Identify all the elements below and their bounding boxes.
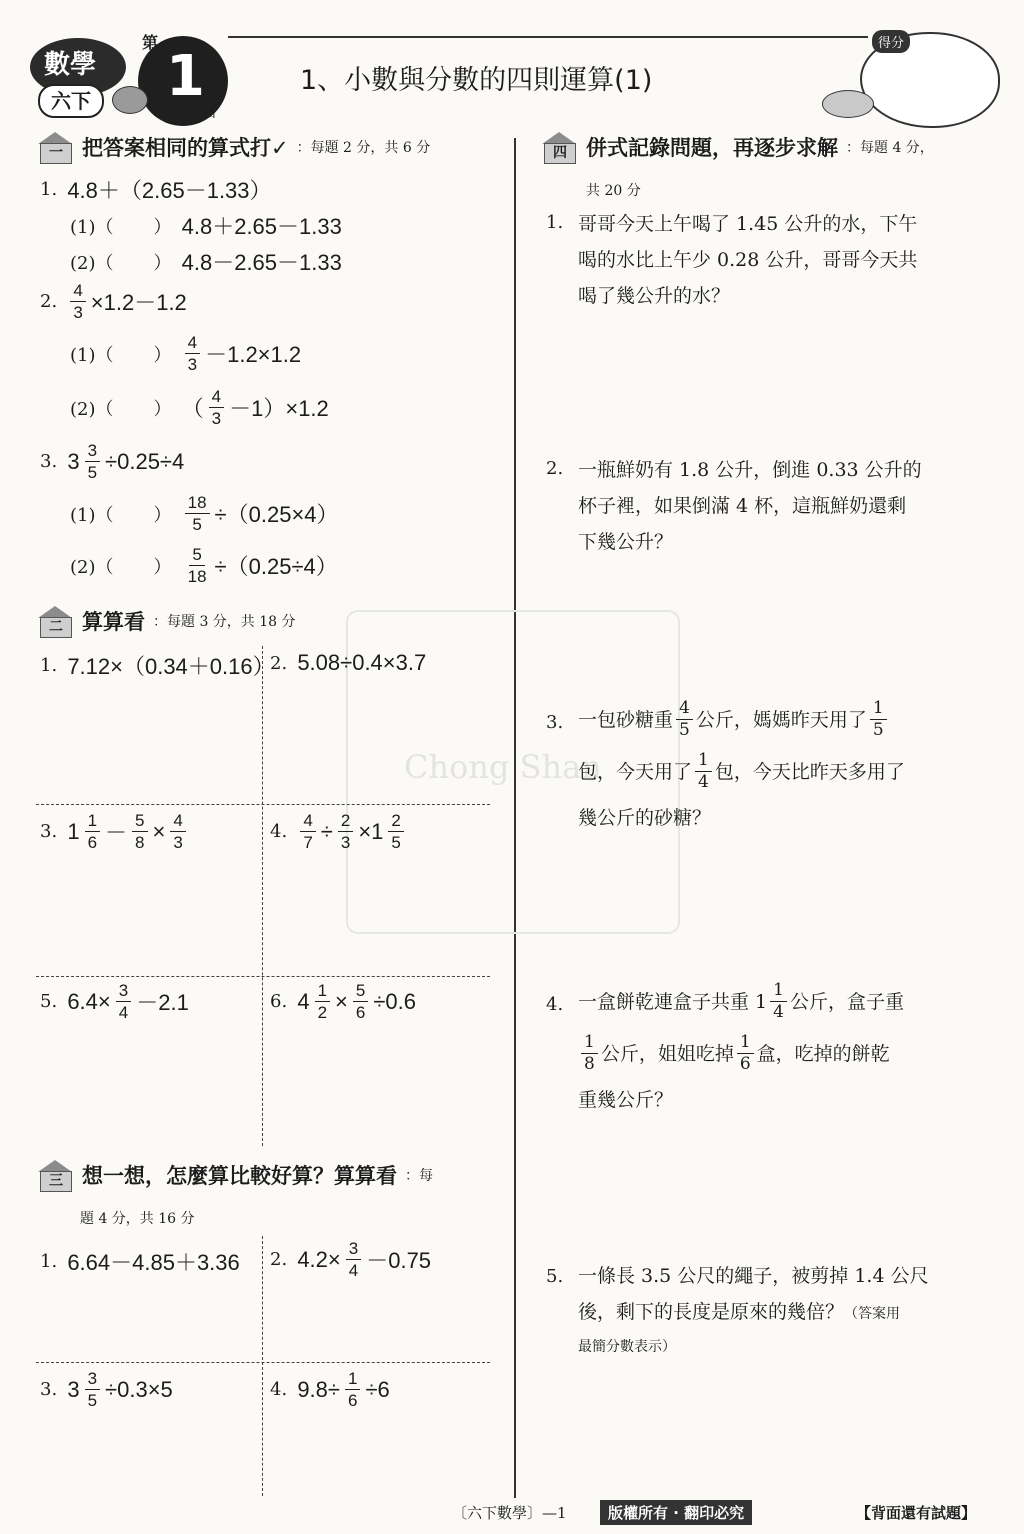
lesson-number: 1 <box>166 44 205 109</box>
s4-q5-line3: 最簡分數表示） <box>578 1339 676 1355</box>
s3-col-divider <box>262 1236 263 1496</box>
s4-q5-line1: 一條長 3.5 公尺的繩子，被剪掉 1.4 公尺 <box>578 1265 929 1287</box>
s4-q1-line3: 喝了幾公升的水？ <box>578 285 731 307</box>
s1-q2-opt2[interactable]: (2)（ ） （ $\frac{4}{3}$ －1）×1.2 <box>70 387 329 428</box>
s3-q4: 4. 9.8÷ $\frac{1}{6}$ ÷6 <box>270 1369 390 1410</box>
s4-q2-line3: 下幾公升？ <box>578 531 674 553</box>
grade-label: 六下 <box>38 84 104 118</box>
s1-q3-opt2[interactable]: (2)（ ） $\frac{5}{18}$ ÷（0.25÷4） <box>70 545 338 586</box>
section-4-note: ：每題 4 分， <box>846 140 934 156</box>
footer-more: 【背面還有試題】 <box>856 1504 977 1522</box>
s4-q3-line2: 包，今天用了 $\frac{1}{4}$ 包，今天比昨天多用了 <box>578 750 905 792</box>
section-4-marker: 四 <box>540 132 578 162</box>
s4-q4-number: 4. <box>546 994 564 1015</box>
section-2-header <box>36 606 296 636</box>
s2-q4: 4. $\frac{4}{7}$ ÷ $\frac{2}{3}$ ×1 $\frac{2}{5}$ <box>270 812 407 851</box>
section-3-header <box>36 1160 433 1190</box>
section-3-note-cont: 題 4 分，共 16 分 <box>80 1211 195 1227</box>
s2-q5: 5. 6.4× $\frac{3}{4}$ －2.1 <box>40 981 189 1022</box>
section-1-header <box>36 132 430 162</box>
section-3-marker: 三 <box>36 1160 74 1190</box>
s4-q1-line2: 喝的水比上午少 0.28 公升，哥哥今天共 <box>578 249 918 271</box>
s4-q3-number: 3. <box>546 712 564 733</box>
s1-q2: 2. $\frac{4}{3}$ ×1.2－1.2 <box>40 281 187 322</box>
s3-q1: 1. 6.64－4.85＋3.36 <box>40 1250 240 1275</box>
section-1-marker: 一 <box>36 132 74 162</box>
s1-q2-opt1[interactable]: (1)（ ） $\frac{4}{3}$ －1.2×1.2 <box>70 333 302 374</box>
s4-q1-number: 1. <box>546 212 564 233</box>
s4-q4-line1: 一盒餅乾連盒子共重 1 $\frac{1}{4}$ 公斤，盒子重 <box>578 980 904 1022</box>
s1-q1: 1. 4.8＋（2.65－1.33） <box>40 178 272 203</box>
s2-q3: 3. 1 $\frac{1}{6}$ － $\frac{5}{8}$ × $\frac{4}{3}$ <box>40 812 189 851</box>
s3-q2: 2. 4.2× $\frac{3}{4}$ －0.75 <box>270 1239 432 1280</box>
section-4-title: 併式記錄問題，再逐步求解 <box>586 136 838 160</box>
section-4-note-cont: 共 20 分 <box>586 183 641 199</box>
s4-q2-line1: 一瓶鮮奶有 1.8 公升，倒進 0.33 公升的 <box>578 459 922 481</box>
subject-label: 數學 <box>44 50 97 80</box>
s3-row-divider <box>36 1362 490 1363</box>
s1-q3-opt1[interactable]: (1)（ ） $\frac{18}{5}$ ÷（0.25×4） <box>70 493 339 534</box>
s1-q3: 3. 3 $\frac{3}{5}$ ÷0.25÷4 <box>40 441 185 482</box>
s1-q1-opt2[interactable]: (2)（ ） 4.8－2.65－1.33 <box>70 250 342 275</box>
footer-code: 〔六下數學〕—1 <box>452 1504 567 1522</box>
s2-col-divider <box>262 646 263 1146</box>
s4-q4-line2: $\frac{1}{8}$ 公斤，姐姐吃掉 $\frac{1}{6}$ 盒，吃掉的餅乾 <box>578 1034 890 1073</box>
s2-q2: 2. 5.08÷0.4×3.7 <box>270 650 427 675</box>
footer-copyright: 版權所有 · 翻印必究 <box>600 1500 752 1525</box>
section-3-note: ：每 <box>405 1168 433 1184</box>
section-1-note: ：每題 2 分，共 6 分 <box>296 140 431 156</box>
s2-row-divider-1 <box>36 804 490 805</box>
s4-q2-number: 2. <box>546 458 564 479</box>
sleeping-animal-icon <box>822 90 874 118</box>
s4-q1-line1: 哥哥今天上午喝了 1.45 公升的水，下午 <box>578 213 918 235</box>
s2-q6: 6. 4 $\frac{1}{2}$ × $\frac{5}{6}$ ÷0.6 <box>270 981 417 1022</box>
section-2-title: 算算看 <box>82 610 145 634</box>
s4-q4-line3: 重幾公斤？ <box>578 1089 674 1111</box>
lesson-suffix: 回 <box>202 105 216 121</box>
s4-q5-number: 5. <box>546 1266 564 1287</box>
lesson-prefix: 第 <box>142 33 159 52</box>
s4-q5-line2: 後，剩下的長度是原來的幾倍？（答案用 <box>578 1301 901 1323</box>
s4-q3-line1: 一包砂糖重 $\frac{4}{5}$ 公斤，媽媽昨天用了 $\frac{1}{5}$ <box>578 700 890 739</box>
section-2-marker: 二 <box>36 606 74 636</box>
s1-q1-opt1[interactable]: (1)（ ） 4.8＋2.65－1.33 <box>70 214 342 239</box>
header-rule <box>228 36 868 38</box>
section-3-title: 想一想，怎麼算比較好算？算算看 <box>82 1164 397 1188</box>
mascot-icon <box>112 86 148 114</box>
page-title: 1、小數與分數的四則運算(1) <box>300 65 653 96</box>
s4-q2-line2: 杯子裡，如果倒滿 4 杯，這瓶鮮奶還剩 <box>578 495 907 517</box>
section-1-title: 把答案相同的算式打✓ <box>82 136 289 160</box>
s2-row-divider-2 <box>36 976 490 977</box>
score-label: 得分 <box>872 30 910 53</box>
section-4-header <box>540 132 934 162</box>
s3-q3: 3. 3 $\frac{3}{5}$ ÷0.3×5 <box>40 1369 173 1410</box>
section-2-note: ：每題 3 分，共 18 分 <box>153 614 296 630</box>
watermark-text: Chong Shan <box>404 748 602 786</box>
s4-q3-line3: 幾公斤的砂糖？ <box>578 807 712 829</box>
s2-q1: 1. 7.12×（0.34＋0.16） <box>40 654 275 679</box>
